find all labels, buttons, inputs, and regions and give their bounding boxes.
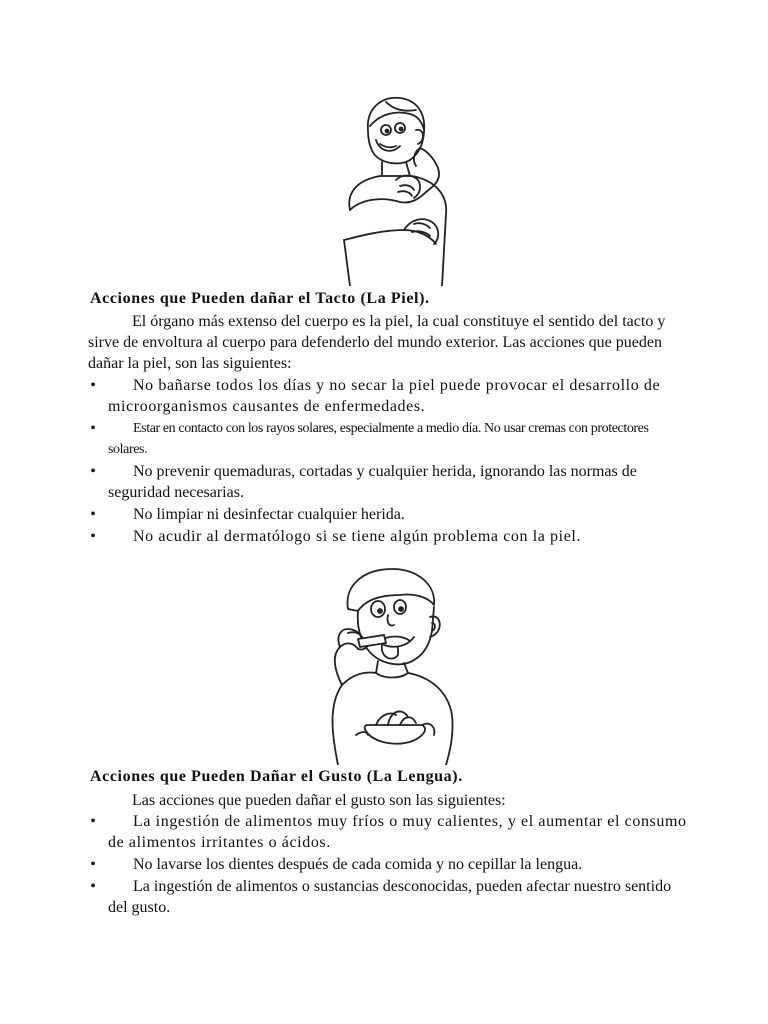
section-heading-touch: Acciones que Pueden dañar el Tacto (La Piel). (90, 290, 430, 307)
list-item (88, 504, 688, 525)
list-item-text: No limpiar ni desinfectar cualquier herida. (133, 506, 405, 523)
list-item-text: No prevenir quemaduras, cortadas y cualquier herida, ignorando las normas de seguridad necesarias. (108, 463, 637, 501)
bullet-list-touch (88, 375, 688, 548)
list-item-text: La ingestión de alimentos o sustancias desconocidas, pueden afectar nuestro sentido del gusto. (108, 878, 672, 916)
section-intro-taste (88, 790, 688, 811)
bullet-marker: • (90, 813, 96, 830)
list-item-text: No acudir al dermatólogo si se tiene algún problema con la piel. (133, 528, 582, 545)
bullet-marker: • (90, 420, 96, 437)
list-item (88, 418, 688, 460)
bullet-marker: • (90, 463, 96, 480)
bullet-marker: • (90, 856, 96, 873)
bullet-list-taste (88, 811, 688, 919)
list-item-text: No lavarse los dientes después de cada comida y no cepillar la lengua. (133, 856, 583, 873)
bullet-marker: • (90, 377, 96, 394)
list-item-text: Estar en contacto con los rayos solares, especialmente a medio día. No usar cremas con protectores solares. (108, 421, 649, 457)
list-item-text: La ingestión de alimentos muy fríos o muy calientes, y el aumentar el consumo de alimentos irritantes o ácidos. (108, 813, 687, 851)
section-heading-taste: Acciones que Pueden Dañar el Gusto (La Lengua). (90, 768, 463, 785)
intro-text: El órgano más extenso del cuerpo es la piel, la cual constituye el sentido del tacto y sirve de envoltura al cuerpo para defenderlo del mundo exterior. Las acciones que pueden dañar la piel, son las siguientes: (88, 313, 666, 372)
section-intro-touch (88, 311, 688, 374)
touch-illustration (330, 90, 460, 286)
list-item (88, 876, 688, 918)
bullet-marker: • (90, 528, 96, 545)
intro-text: Las acciones que pueden dañar el gusto son las siguientes: (132, 792, 506, 809)
list-item-text: No bañarse todos los días y no secar la piel puede provocar el desarrollo de microorganismos causantes de enfermedades. (108, 377, 661, 415)
list-item (88, 461, 688, 503)
taste-illustration (318, 565, 468, 765)
bullet-marker: • (90, 878, 96, 895)
list-item (88, 854, 688, 875)
list-item (88, 526, 688, 547)
list-item (88, 811, 688, 853)
list-item (88, 375, 688, 417)
bullet-marker: • (90, 506, 96, 523)
